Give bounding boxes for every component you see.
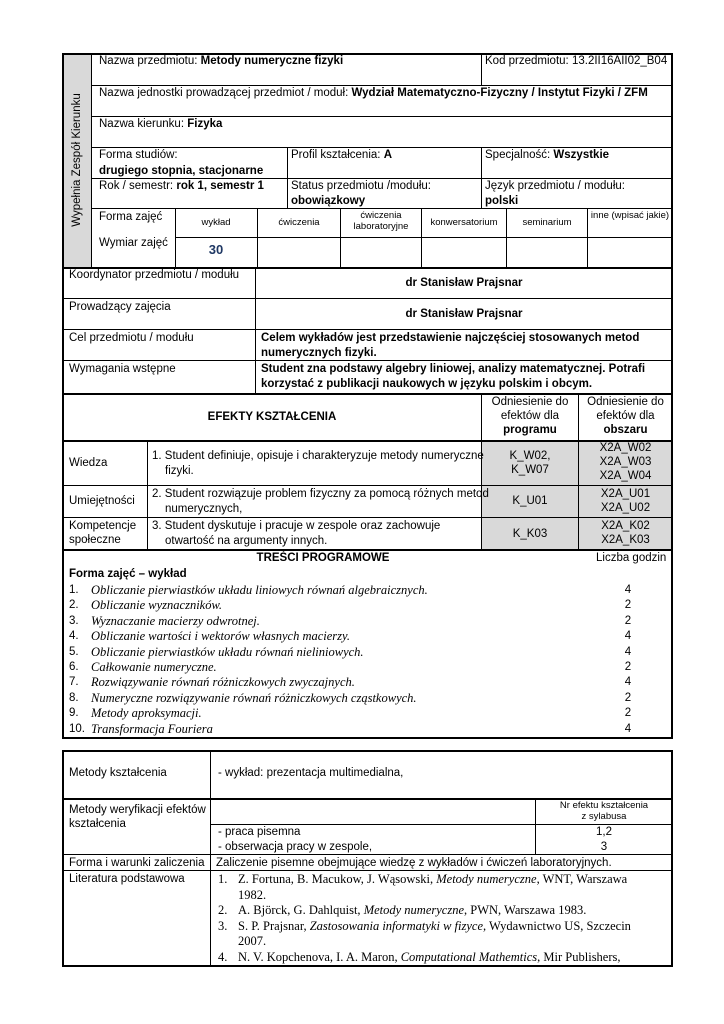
effect-3-program: K_K03 [512, 528, 548, 540]
pass-conditions-label: Forma i warunki zaliczenia [69, 857, 205, 869]
content-item-number: 4. [69, 630, 79, 643]
class-hours-lecture: 30 [208, 242, 224, 257]
effect-category-skills: Umiejętności [69, 495, 135, 507]
content-item-text: Wyznaczanie macierzy odwrotnej. [91, 613, 260, 628]
content-item-number: 8. [69, 691, 79, 704]
effect-3-text-2: otwartość na argumenty innych. [165, 535, 328, 547]
literature-item-publisher: , PWN, Warszawa 1983. [464, 903, 587, 917]
class-form-label: Forma zajęć [99, 211, 163, 223]
literature-item-authors: S. P. Prajsnar, [238, 918, 310, 933]
content-item-number: 7. [69, 676, 79, 689]
literature-item-publisher: Wydawnictwo US, Szczecin [486, 918, 631, 933]
teaching-methods-value: - wykład: prezentacja multimedialna, [218, 767, 404, 779]
content-item-number: 5. [69, 645, 79, 658]
literature-item [218, 950, 621, 964]
literature-item [218, 872, 627, 886]
content-item-hours: 4 [624, 722, 632, 735]
content-item-number: 3. [69, 614, 79, 627]
content-item-number: 10. [69, 722, 85, 735]
teacher-value: dr Stanisław Prajsnar [405, 308, 523, 320]
study-form-value: drugiego stopnia, stacjonarne [99, 165, 264, 177]
effect-2-program: K_U01 [512, 495, 548, 507]
class-type-other: inne (wpisać jakie) [590, 210, 670, 221]
verification-label: Metody weryfikacji efektów kształcenia [69, 804, 206, 830]
goal-label: Cel przedmiotu / modułu [69, 332, 194, 344]
content-item-text: Całkowanie numeryczne. [91, 660, 217, 674]
class-hours-label: Wymiar zajęć [99, 237, 168, 249]
unit-name: Nazwa jednostki prowadzącej przedmiot / moduł: Wydział Matematyczno-Fizyczny / Instytut Fizyki / ZFM [99, 87, 648, 99]
content-item-text: Metody aproksymacji. [91, 706, 202, 721]
content-hours-header: Liczba godzin [596, 552, 667, 564]
content-item-text: Obliczanie wyznaczników. [91, 598, 222, 613]
effect-category-knowledge: Wiedza [69, 457, 108, 469]
content-item-hours: 2 [624, 599, 632, 612]
content-item-hours: 4 [624, 584, 632, 596]
literature-item-continuation: 2007. [238, 934, 267, 948]
literature-item-number: 3. [218, 918, 228, 933]
effect-1-program: K_W02, K_W07 [509, 450, 551, 476]
side-label: Wypełnia Zespół Kierunku [71, 93, 83, 227]
content-item-hours: 4 [624, 645, 632, 658]
literature-label: Literatura podstawowa [69, 873, 185, 885]
year-semester: Rok / semestr: rok 1, semestr 1 [99, 180, 264, 192]
class-type-seminar: seminarium [522, 217, 572, 228]
effect-category-competences: Kompetencje społeczne [69, 520, 137, 546]
field-name: Nazwa kierunku: Fizyka [99, 118, 223, 130]
literature-item-continuation: 1982. [238, 887, 267, 902]
profile: Profil kształcenia: A [291, 149, 392, 161]
effect-2-text-1: 2. Student rozwiązuje problem fizyczny za pomocą różnych metod [152, 488, 489, 500]
requirements-label: Wymagania wstępne [69, 363, 176, 375]
literature-item-number: 1. [218, 872, 228, 886]
ref-area-header: Odniesienie do efektów dla obszaru [587, 396, 664, 436]
coordinator-value: dr Stanisław Prajsnar [405, 277, 523, 289]
effect-1-area: X2A_W02 X2A_W03 X2A_W04 [599, 442, 652, 482]
content-item-text: Obliczanie wartości i wektorów własnych macierzy. [91, 629, 351, 644]
class-type-lecture: wykład [201, 217, 231, 228]
content-item-text: Numeryczne rozwiązywanie równań różniczkowych cząstkowych. [91, 690, 417, 705]
content-item-text: Rozwiązywanie równań różniczkowych zwyczajnych. [91, 675, 355, 690]
content-item-hours: 2 [624, 707, 632, 720]
verification-item-1-nr: 1,2 [596, 826, 612, 838]
teaching-methods-label: Metody kształcenia [69, 767, 167, 779]
goal-line-1: Celem wykładów jest przedstawienie najczęściej stosowanych metod [261, 332, 640, 344]
content-item-text: Obliczanie pierwiastków układu liniowych równań algebraicznych. [91, 583, 428, 597]
literature-item-publisher: , WNT, Warszawa [536, 872, 628, 886]
content-item-text: Transformacja Fouriera [91, 721, 213, 736]
language-value: polski [485, 195, 519, 207]
content-item-hours: 4 [624, 676, 632, 689]
verification-item-2: - obserwacja pracy w zespole, [218, 841, 373, 853]
pass-conditions-value: Zaliczenie pisemne obejmujące wiedzę z wykładów i ćwiczeń laboratoryjnych. [216, 857, 612, 869]
effect-2-area: X2A_U01 X2A_U02 [600, 488, 651, 514]
status-value: obowiązkowy [291, 195, 366, 207]
content-item-hours: 2 [624, 661, 632, 673]
content-form-title: Forma zajęć – wykład [69, 568, 187, 580]
literature-item-authors: Z. Fortuna, B. Macukow, J. Wąsowski, [238, 872, 437, 886]
class-type-conversatorium: konwersatorium [430, 217, 498, 228]
effect-3-area: X2A_K02 X2A_K03 [601, 520, 650, 546]
literature-item-publisher: , Mir Publishers, [537, 949, 621, 964]
literature-item-number: 4. [218, 949, 228, 964]
verification-item-1: - praca pisemna [218, 826, 301, 838]
requirements-line-2: korzystać z publikacji naukowych w języku polskim i obcym. [261, 378, 593, 390]
content-item-text: Obliczanie pierwiastków układu równań nieliniowych. [91, 644, 364, 659]
status-label: Status przedmiotu /modułu: [291, 180, 431, 192]
subject-code: Kod przedmiotu: 13.2II16AII02_B04 [485, 55, 668, 67]
goal-line-2: numerycznych fizyki. [261, 347, 377, 359]
literature-item-title: Zastosowania informatyki w fizyce, [309, 918, 487, 933]
effect-3-text-1: 3. Student dyskutuje i pracuje w zespole oraz zachowuje [152, 520, 441, 532]
literature-item-title: Metody numeryczne [436, 872, 537, 886]
content-item-number: 6. [69, 661, 79, 673]
literature-item [218, 903, 586, 917]
effect-2-text-2: numerycznych, [165, 503, 243, 515]
content-item-number: 2. [69, 599, 79, 612]
content-item-number: 9. [69, 707, 79, 720]
effect-1-text-2: fizyki. [165, 465, 194, 477]
literature-item [218, 919, 631, 933]
class-type-exercises: ćwiczenia [278, 217, 320, 228]
effects-title: EFEKTY KSZTAŁCENIA [207, 411, 337, 423]
literature-item-authors: A. Björck, G. Dahlquist, [238, 903, 364, 917]
class-type-lab: ćwiczenia laboratoryjne [353, 210, 409, 232]
content-item-hours: 4 [624, 630, 632, 643]
requirements-line-1: Student zna podstawy algebry liniowej, analizy matematycznej. Potrafi [261, 363, 646, 375]
coordinator-label: Koordynator przedmiotu / modułu [69, 269, 240, 281]
subject-name: Nazwa przedmiotu: Metody numeryczne fizyki [99, 55, 344, 67]
content-title: TREŚCI PROGRAMOWE [256, 552, 390, 564]
study-form-label: Forma studiów: [99, 149, 178, 161]
language-label: Język przedmiotu / modułu: [485, 180, 625, 192]
effect-1-text-1: 1. Student definiuje, opisuje i charakteryzuje metody numeryczne [152, 450, 484, 462]
verification-item-2-nr: 3 [600, 841, 608, 853]
specialty: Specjalność: Wszystkie [485, 149, 610, 161]
content-item-hours: 2 [624, 691, 632, 704]
literature-item-number: 2. [218, 903, 228, 917]
content-item-hours: 2 [624, 614, 632, 627]
effect-number-header: Nr efektu kształcenia z sylabusa [559, 800, 649, 822]
literature-item-authors: N. V. Kopchenova, I. A. Maron, [238, 949, 401, 964]
ref-program-header: Odniesienie do efektów dla programu [491, 396, 569, 436]
teacher-label: Prowadzący zajęcia [69, 301, 171, 313]
literature-item-title: Metody numeryczne [363, 903, 464, 917]
content-item-number: 1. [69, 584, 79, 596]
literature-item-title: Computational Mathemtics [400, 949, 538, 964]
